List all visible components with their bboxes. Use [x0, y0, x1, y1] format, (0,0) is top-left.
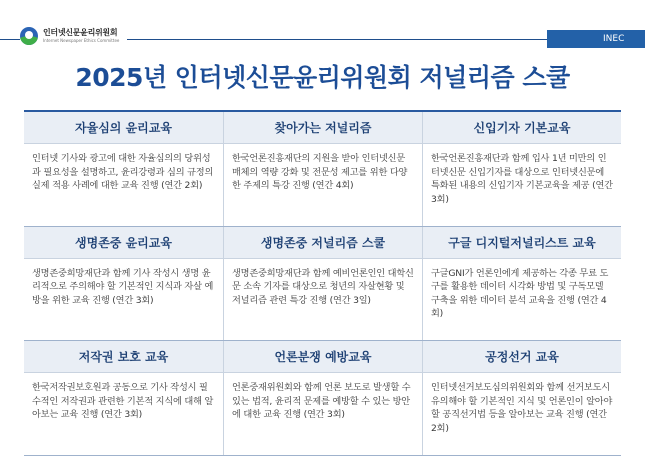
inec-tag: INEC: [547, 30, 645, 48]
program-cell: [24, 227, 223, 341]
program-description: 한국저작권보호원과 공동으로 기사 작성시 필수적인 저작권과 관련한 기본적 지식에 대해 알아보는 교육 진행 (연간 3회): [32, 382, 214, 421]
program-cell: [422, 227, 621, 341]
program-row-3: [24, 341, 621, 456]
program-title: 생명존중 저널리즘 스쿨: [224, 227, 422, 259]
program-title: 찾아가는 저널리즘: [224, 112, 422, 144]
program-row-2: [24, 227, 621, 342]
program-title: 언론분쟁 예방교육: [224, 341, 422, 373]
program-cell: [24, 341, 223, 455]
logo-mark-icon: [20, 27, 38, 45]
program-cell: [223, 341, 422, 455]
program-description: 인터넷 기사와 광고에 대한 자율심의의 당위성과 필요성을 설명하고, 윤리강령과 심의 규정의 실제 적용 사례에 대한 교육 진행 (연간 2회): [32, 153, 214, 192]
logo-english: Internet Newspaper Ethics Committee: [43, 38, 120, 43]
program-cell: [422, 112, 621, 226]
program-row-1: [24, 112, 621, 227]
program-description: 구글GNI가 언론인에게 제공하는 각종 무료 도구를 활용한 데이터 시각화 방법 및 구독모델 구축을 위한 데이터 분석 교육을 진행 (연간 4회): [431, 267, 609, 320]
program-grid: [24, 110, 621, 454]
program-cell: [223, 112, 422, 226]
program-title: 저작권 보호 교육: [24, 341, 223, 373]
header: [0, 22, 645, 50]
program-cell: [223, 227, 422, 341]
program-description: 한국언론진흥재단과 함께 입사 1년 미만의 인터넷신문 신입기자를 대상으로 인터넷신문에 특화된 내용의 신입기자 기본교육을 제공 (연간 3회): [431, 153, 613, 205]
program-description: 인터넷선거보도심의위원회와 함께 선거보도시 유의해야 할 기본적인 지식 및 언론인이 알아야 할 공직선거법 등을 알아보는 교육 진행 (연간 2회): [431, 382, 613, 434]
program-title: 생명존중 윤리교육: [24, 227, 223, 259]
program-title: 구글 디지털저널리스트 교육: [423, 227, 621, 259]
logo-text: [43, 29, 119, 43]
program-description: 한국언론진흥재단의 지원을 받아 인터넷신문 매체의 역량 강화 및 전문성 제고를 위한 다양한 주제의 특강 진행 (연간 4회): [232, 153, 408, 192]
program-title: 자율심의 윤리교육: [24, 112, 223, 144]
inec-logo[interactable]: [20, 25, 127, 47]
program-description: 생명존중희망재단과 함께 기사 작성시 생명 윤리적으로 주의해야 할 기본적인 지식과 자살 예방을 위한 교육 진행 (연간 3회): [32, 267, 214, 306]
program-title: 신입기자 기본교육: [423, 112, 621, 144]
program-cell: [24, 112, 223, 226]
program-description: 언론중재위원회와 함께 언론 보도로 발생할 수 있는 법적, 윤리적 문제를 예방할 수 있는 방안에 대한 교육 진행 (연간 3회): [232, 382, 411, 421]
page-title: 2025년 인터넷신문윤리위원회 저널리즘 스쿨: [75, 63, 570, 92]
program-description: 생명존중희망재단과 함께 예비언론인인 대학신문 소속 기자를 대상으로 청년의 자살현황 및 저널리즘 관련 특강 진행 (연간 3일): [232, 267, 414, 306]
program-title: 공정선거 교육: [423, 341, 621, 373]
program-cell: [422, 341, 621, 455]
logo-korean: 인터넷신문윤리위원회: [43, 28, 118, 37]
